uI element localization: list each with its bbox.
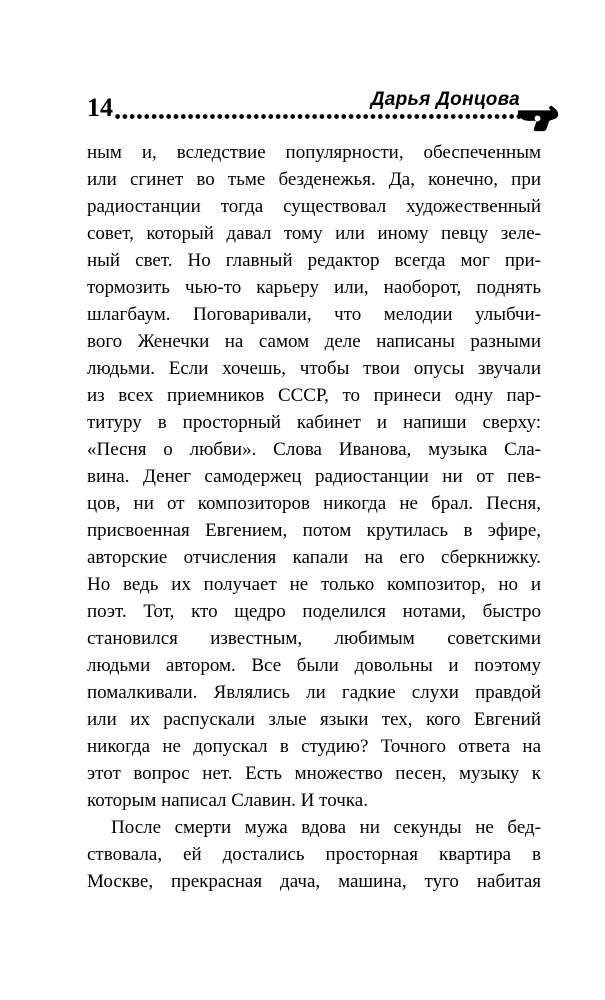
text-line: людьми. Если хочешь, чтобы твои опусы звучали [87, 358, 541, 379]
text-line: ным и, вследствие популярности, обеспеченным [87, 142, 541, 163]
text-line: которым написал Славин. И точка. [87, 790, 368, 811]
dotted-leader [114, 113, 524, 120]
text-line: совет, который давал тому или иному певцу зеле- [87, 223, 541, 244]
text-line: Но ведь их получает не только композитор, но и [87, 574, 541, 595]
text-line: никогда не допускал в студию? Точного ответа на [87, 736, 541, 757]
text-line: присвоенная Евгением, потом крутилась в эфире, [87, 520, 541, 541]
text-line: радиостанции тогда существовал художественный [87, 196, 541, 217]
text-line: шлагбаум. Поговаривали, что мелодии улыбчи- [87, 304, 541, 325]
text-line: вина. Денег самодержец радиостанции ни от пев- [87, 466, 541, 487]
text-line: помалкивали. Являлись ли гадкие слухи правдой [87, 682, 541, 703]
text-line: авторские отчисления капали на его сберкнижку. [87, 547, 541, 568]
text-line: или их распускали злые языки тех, кого Евгений [87, 709, 541, 730]
text-line: ный свет. Но главный редактор всегда мог при- [87, 250, 541, 271]
text-line: становился известным, любимым советскими [87, 628, 541, 649]
author-name: Дарья Донцова [370, 89, 520, 110]
text-line: цов, ни от композиторов никогда не брал. Песня, [87, 493, 541, 514]
text-line: людьми автором. Все были довольны и поэтому [87, 655, 541, 676]
page-number: 14 [87, 93, 113, 122]
text-line: После смерти мужа вдова ни секунды не бед- [111, 817, 541, 838]
text-line: вого Женечки на самом деле написаны разными [87, 331, 541, 352]
text-line: этот вопрос нет. Есть множество песен, музыку к [87, 763, 541, 784]
text-line: или сгинет во тьме безденежья. Да, конечно, при [87, 169, 541, 190]
pistol-icon [517, 102, 559, 132]
text-line: тормозить чью-то карьеру или, наоборот, поднять [87, 277, 541, 298]
text-line: ствовала, ей достались просторная квартира в [87, 844, 541, 865]
page-text [87, 139, 541, 895]
text-line: из всех приемников СССР, то принеси одну пар- [87, 385, 541, 406]
text-line: Москве, прекрасная дача, машина, туго набитая [87, 871, 541, 892]
text-line: поэт. Тот, кто щедро поделился нотами, быстро [87, 601, 541, 622]
text-line: титуру в просторный кабинет и напиши сверху: [87, 412, 541, 433]
text-line: «Песня о любви». Слова Иванова, музыка Сла- [87, 439, 541, 460]
